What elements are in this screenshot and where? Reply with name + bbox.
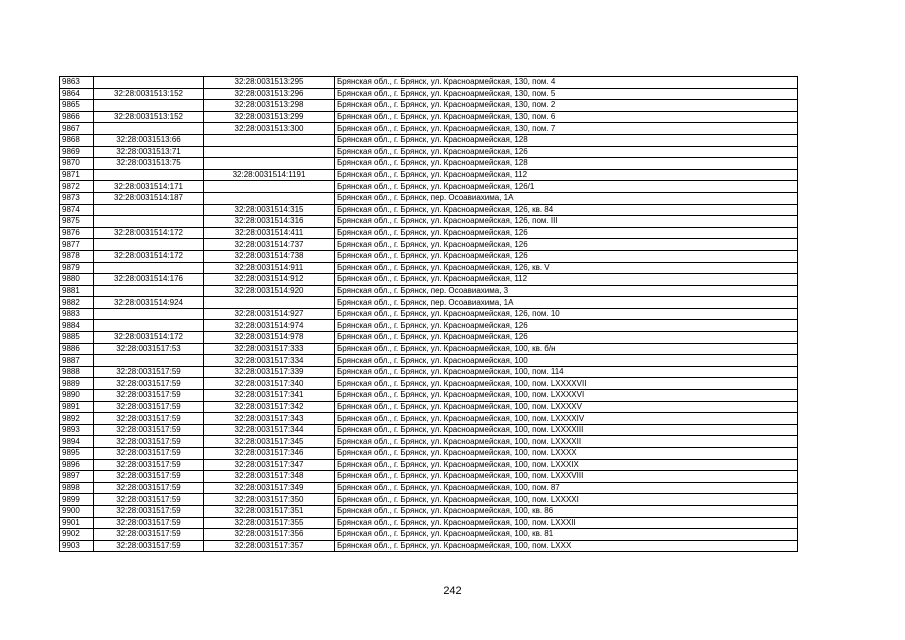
table-row (60, 134, 798, 146)
table-row (60, 146, 798, 158)
table-row (60, 459, 798, 471)
parcel-cadastral-number-cell (94, 169, 204, 181)
table-row (60, 123, 798, 135)
table-row (60, 308, 798, 320)
address-cell: Брянская обл., г. Брянск, ул. Красноармейская, 100, пом. LXXXVIII (335, 471, 798, 483)
object-cadastral-number-cell: 32:28:0031517:351 (204, 505, 335, 517)
object-cadastral-number-cell (204, 134, 335, 146)
parcel-cadastral-number-cell (94, 355, 204, 367)
parcel-cadastral-number-cell: 32:28:0031514:172 (94, 332, 204, 344)
row-number-cell: 9890 (60, 390, 94, 402)
object-cadastral-number-cell: 32:28:0031517:346 (204, 448, 335, 460)
address-cell: Брянская обл., г. Брянск, ул. Красноармейская, 100, пом. LXXXXII (335, 436, 798, 448)
parcel-cadastral-number-cell (94, 100, 204, 112)
table-row (60, 448, 798, 460)
address-cell: Брянская обл., г. Брянск, ул. Красноармейская, 130, пом. 4 (335, 77, 798, 89)
parcel-cadastral-number-cell (94, 320, 204, 332)
row-number-cell: 9885 (60, 332, 94, 344)
parcel-cadastral-number-cell: 32:28:0031513:71 (94, 146, 204, 158)
table-row (60, 227, 798, 239)
parcel-cadastral-number-cell: 32:28:0031517:59 (94, 436, 204, 448)
table-row (60, 100, 798, 112)
object-cadastral-number-cell: 32:28:0031517:357 (204, 540, 335, 552)
parcel-cadastral-number-cell (94, 216, 204, 228)
table-row (60, 285, 798, 297)
table-row (60, 401, 798, 413)
row-number-cell: 9901 (60, 517, 94, 529)
table-row (60, 169, 798, 181)
object-cadastral-number-cell: 32:28:0031517:347 (204, 459, 335, 471)
address-cell: Брянская обл., г. Брянск, ул. Красноармейская, 100, пом. LXXXXV (335, 401, 798, 413)
address-cell: Брянская обл., г. Брянск, ул. Красноармейская, 126, пом. 10 (335, 308, 798, 320)
address-cell: Брянская обл., г. Брянск, ул. Красноармейская, 100, пом. LXXXIX (335, 459, 798, 471)
object-cadastral-number-cell (204, 297, 335, 309)
object-cadastral-number-cell: 32:28:0031517:333 (204, 343, 335, 355)
row-number-cell: 9863 (60, 77, 94, 89)
row-number-cell: 9894 (60, 436, 94, 448)
object-cadastral-number-cell: 32:28:0031514:927 (204, 308, 335, 320)
row-number-cell: 9873 (60, 192, 94, 204)
object-cadastral-number-cell: 32:28:0031513:299 (204, 111, 335, 123)
parcel-cadastral-number-cell: 32:28:0031517:59 (94, 471, 204, 483)
object-cadastral-number-cell: 32:28:0031514:316 (204, 216, 335, 228)
table-row (60, 158, 798, 170)
parcel-cadastral-number-cell: 32:28:0031517:59 (94, 459, 204, 471)
address-cell: Брянская обл., г. Брянск, ул. Красноармейская, 126, кв. 84 (335, 204, 798, 216)
parcel-cadastral-number-cell: 32:28:0031513:66 (94, 134, 204, 146)
address-cell: Брянская обл., г. Брянск, ул. Красноармейская, 130, пом. 2 (335, 100, 798, 112)
cadastral-table (59, 76, 798, 552)
row-number-cell: 9897 (60, 471, 94, 483)
address-cell: Брянская обл., г. Брянск, ул. Красноармейская, 130, пом. 6 (335, 111, 798, 123)
address-cell: Брянская обл., г. Брянск, пер. Осоавиахима, 1А (335, 192, 798, 204)
parcel-cadastral-number-cell (94, 204, 204, 216)
table-row (60, 297, 798, 309)
page-number: 242 (443, 585, 462, 597)
address-cell: Брянская обл., г. Брянск, ул. Красноармейская, 126 (335, 146, 798, 158)
table-row (60, 517, 798, 529)
object-cadastral-number-cell: 32:28:0031517:334 (204, 355, 335, 367)
row-number-cell: 9893 (60, 424, 94, 436)
object-cadastral-number-cell: 32:28:0031517:345 (204, 436, 335, 448)
row-number-cell: 9870 (60, 158, 94, 170)
parcel-cadastral-number-cell (94, 239, 204, 251)
object-cadastral-number-cell: 32:28:0031514:974 (204, 320, 335, 332)
address-cell: Брянская обл., г. Брянск, пер. Осоавиахима, 1А (335, 297, 798, 309)
address-cell: Брянская обл., г. Брянск, ул. Красноармейская, 128 (335, 158, 798, 170)
row-number-cell: 9891 (60, 401, 94, 413)
row-number-cell: 9871 (60, 169, 94, 181)
table-row (60, 424, 798, 436)
address-cell: Брянская обл., г. Брянск, ул. Красноармейская, 100, пом. LXXXXIII (335, 424, 798, 436)
address-cell: Брянская обл., г. Брянск, ул. Красноармейская, 126, пом. III (335, 216, 798, 228)
row-number-cell: 9878 (60, 250, 94, 262)
row-number-cell: 9867 (60, 123, 94, 135)
row-number-cell: 9883 (60, 308, 94, 320)
table-row (60, 250, 798, 262)
object-cadastral-number-cell: 32:28:0031517:339 (204, 366, 335, 378)
row-number-cell: 9899 (60, 494, 94, 506)
table-row (60, 471, 798, 483)
object-cadastral-number-cell: 32:28:0031517:342 (204, 401, 335, 413)
table-row (60, 274, 798, 286)
row-number-cell: 9903 (60, 540, 94, 552)
row-number-cell: 9881 (60, 285, 94, 297)
table-row (60, 343, 798, 355)
table-row (60, 77, 798, 89)
table-row (60, 111, 798, 123)
object-cadastral-number-cell: 32:28:0031514:912 (204, 274, 335, 286)
row-number-cell: 9866 (60, 111, 94, 123)
object-cadastral-number-cell: 32:28:0031517:344 (204, 424, 335, 436)
table-row (60, 204, 798, 216)
table-row (60, 262, 798, 274)
object-cadastral-number-cell (204, 192, 335, 204)
parcel-cadastral-number-cell: 32:28:0031517:59 (94, 505, 204, 517)
address-cell: Брянская обл., г. Брянск, ул. Красноармейская, 126 (335, 332, 798, 344)
table-row (60, 540, 798, 552)
parcel-cadastral-number-cell: 32:28:0031517:59 (94, 494, 204, 506)
object-cadastral-number-cell: 32:28:0031517:348 (204, 471, 335, 483)
object-cadastral-number-cell: 32:28:0031517:343 (204, 413, 335, 425)
address-cell: Брянская обл., г. Брянск, ул. Красноармейская, 100, пом. 114 (335, 366, 798, 378)
row-number-cell: 9869 (60, 146, 94, 158)
object-cadastral-number-cell: 32:28:0031517:350 (204, 494, 335, 506)
table-row (60, 436, 798, 448)
table-row (60, 239, 798, 251)
row-number-cell: 9902 (60, 529, 94, 541)
parcel-cadastral-number-cell: 32:28:0031517:59 (94, 401, 204, 413)
object-cadastral-number-cell: 32:28:0031517:355 (204, 517, 335, 529)
object-cadastral-number-cell (204, 158, 335, 170)
address-cell: Брянская обл., г. Брянск, ул. Красноармейская, 126 (335, 227, 798, 239)
parcel-cadastral-number-cell: 32:28:0031514:171 (94, 181, 204, 193)
row-number-cell: 9892 (60, 413, 94, 425)
row-number-cell: 9895 (60, 448, 94, 460)
row-number-cell: 9896 (60, 459, 94, 471)
object-cadastral-number-cell: 32:28:0031513:295 (204, 77, 335, 89)
address-cell: Брянская обл., г. Брянск, ул. Красноармейская, 130, пом. 5 (335, 88, 798, 100)
table-row (60, 482, 798, 494)
object-cadastral-number-cell: 32:28:0031514:978 (204, 332, 335, 344)
row-number-cell: 9888 (60, 366, 94, 378)
row-number-cell: 9868 (60, 134, 94, 146)
table-row (60, 216, 798, 228)
object-cadastral-number-cell: 32:28:0031517:349 (204, 482, 335, 494)
address-cell: Брянская обл., г. Брянск, ул. Красноармейская, 126, кв. V (335, 262, 798, 274)
parcel-cadastral-number-cell: 32:28:0031514:187 (94, 192, 204, 204)
row-number-cell: 9900 (60, 505, 94, 517)
address-cell: Брянская обл., г. Брянск, ул. Красноармейская, 126 (335, 239, 798, 251)
object-cadastral-number-cell: 32:28:0031517:356 (204, 529, 335, 541)
table-row (60, 192, 798, 204)
table-row (60, 355, 798, 367)
address-cell: Брянская обл., г. Брянск, ул. Красноармейская, 100, пом. LXXXXI (335, 494, 798, 506)
address-cell: Брянская обл., г. Брянск, ул. Красноармейская, 130, пом. 7 (335, 123, 798, 135)
row-number-cell: 9877 (60, 239, 94, 251)
parcel-cadastral-number-cell (94, 77, 204, 89)
address-cell: Брянская обл., г. Брянск, ул. Красноармейская, 100, пом. LXXX (335, 540, 798, 552)
address-cell: Брянская обл., г. Брянск, ул. Красноармейская, 126 (335, 320, 798, 332)
parcel-cadastral-number-cell: 32:28:0031517:59 (94, 448, 204, 460)
row-number-cell: 9886 (60, 343, 94, 355)
parcel-cadastral-number-cell: 32:28:0031513:75 (94, 158, 204, 170)
object-cadastral-number-cell: 32:28:0031514:911 (204, 262, 335, 274)
row-number-cell: 9872 (60, 181, 94, 193)
row-number-cell: 9884 (60, 320, 94, 332)
object-cadastral-number-cell (204, 181, 335, 193)
row-number-cell: 9880 (60, 274, 94, 286)
parcel-cadastral-number-cell: 32:28:0031513:152 (94, 88, 204, 100)
parcel-cadastral-number-cell: 32:28:0031517:59 (94, 482, 204, 494)
object-cadastral-number-cell: 32:28:0031514:738 (204, 250, 335, 262)
address-cell: Брянская обл., г. Брянск, ул. Красноармейская, 126 (335, 250, 798, 262)
table-row (60, 88, 798, 100)
address-cell: Брянская обл., г. Брянск, ул. Красноармейская, 128 (335, 134, 798, 146)
table-row (60, 390, 798, 402)
parcel-cadastral-number-cell: 32:28:0031514:172 (94, 250, 204, 262)
table-row (60, 366, 798, 378)
table-row (60, 413, 798, 425)
address-cell: Брянская обл., г. Брянск, ул. Красноармейская, 100, пом. LXXXX (335, 448, 798, 460)
table-row (60, 181, 798, 193)
parcel-cadastral-number-cell: 32:28:0031517:59 (94, 378, 204, 390)
address-cell: Брянская обл., г. Брянск, ул. Красноармейская, 100 (335, 355, 798, 367)
table-row (60, 529, 798, 541)
address-cell: Брянская обл., г. Брянск, пер. Осоавиахима, 3 (335, 285, 798, 297)
parcel-cadastral-number-cell: 32:28:0031517:59 (94, 424, 204, 436)
address-cell: Брянская обл., г. Брянск, ул. Красноармейская, 100, пом. LXXXXIV (335, 413, 798, 425)
object-cadastral-number-cell: 32:28:0031513:300 (204, 123, 335, 135)
object-cadastral-number-cell: 32:28:0031513:298 (204, 100, 335, 112)
row-number-cell: 9875 (60, 216, 94, 228)
row-number-cell: 9889 (60, 378, 94, 390)
parcel-cadastral-number-cell (94, 262, 204, 274)
object-cadastral-number-cell (204, 146, 335, 158)
object-cadastral-number-cell: 32:28:0031514:737 (204, 239, 335, 251)
table-body (60, 77, 798, 552)
object-cadastral-number-cell: 32:28:0031517:340 (204, 378, 335, 390)
table-row (60, 332, 798, 344)
parcel-cadastral-number-cell (94, 308, 204, 320)
parcel-cadastral-number-cell: 32:28:0031517:59 (94, 366, 204, 378)
row-number-cell: 9879 (60, 262, 94, 274)
address-cell: Брянская обл., г. Брянск, ул. Красноармейская, 100, кв. б/н (335, 343, 798, 355)
row-number-cell: 9876 (60, 227, 94, 239)
address-cell: Брянская обл., г. Брянск, ул. Красноармейская, 112 (335, 169, 798, 181)
table-row (60, 320, 798, 332)
row-number-cell: 9864 (60, 88, 94, 100)
row-number-cell: 9898 (60, 482, 94, 494)
parcel-cadastral-number-cell: 32:28:0031514:172 (94, 227, 204, 239)
address-cell: Брянская обл., г. Брянск, ул. Красноармейская, 100, пом. LXXXXVII (335, 378, 798, 390)
row-number-cell: 9882 (60, 297, 94, 309)
parcel-cadastral-number-cell: 32:28:0031514:924 (94, 297, 204, 309)
address-cell: Брянская обл., г. Брянск, ул. Красноармейская, 100, кв. 86 (335, 505, 798, 517)
table-row (60, 494, 798, 506)
address-cell: Брянская обл., г. Брянск, ул. Красноармейская, 100, пом. LXXXII (335, 517, 798, 529)
parcel-cadastral-number-cell: 32:28:0031513:152 (94, 111, 204, 123)
address-cell: Брянская обл., г. Брянск, ул. Красноармейская, 126/1 (335, 181, 798, 193)
parcel-cadastral-number-cell: 32:28:0031517:53 (94, 343, 204, 355)
row-number-cell: 9887 (60, 355, 94, 367)
object-cadastral-number-cell: 32:28:0031514:920 (204, 285, 335, 297)
address-cell: Брянская обл., г. Брянск, ул. Красноармейская, 100, пом. LXXXXVI (335, 390, 798, 402)
object-cadastral-number-cell: 32:28:0031514:1191 (204, 169, 335, 181)
parcel-cadastral-number-cell: 32:28:0031517:59 (94, 413, 204, 425)
address-cell: Брянская обл., г. Брянск, ул. Красноармейская, 100, пом. 87 (335, 482, 798, 494)
address-cell: Брянская обл., г. Брянск, ул. Красноармейская, 100, кв. 81 (335, 529, 798, 541)
parcel-cadastral-number-cell: 32:28:0031517:59 (94, 529, 204, 541)
parcel-cadastral-number-cell (94, 123, 204, 135)
table-row (60, 505, 798, 517)
table-row (60, 378, 798, 390)
parcel-cadastral-number-cell: 32:28:0031517:59 (94, 540, 204, 552)
row-number-cell: 9874 (60, 204, 94, 216)
parcel-cadastral-number-cell: 32:28:0031517:59 (94, 390, 204, 402)
parcel-cadastral-number-cell (94, 285, 204, 297)
parcel-cadastral-number-cell: 32:28:0031514:176 (94, 274, 204, 286)
address-cell: Брянская обл., г. Брянск, ул. Красноармейская, 112 (335, 274, 798, 286)
object-cadastral-number-cell: 32:28:0031517:341 (204, 390, 335, 402)
parcel-cadastral-number-cell: 32:28:0031517:59 (94, 517, 204, 529)
object-cadastral-number-cell: 32:28:0031513:296 (204, 88, 335, 100)
object-cadastral-number-cell: 32:28:0031514:315 (204, 204, 335, 216)
object-cadastral-number-cell: 32:28:0031514:411 (204, 227, 335, 239)
row-number-cell: 9865 (60, 100, 94, 112)
